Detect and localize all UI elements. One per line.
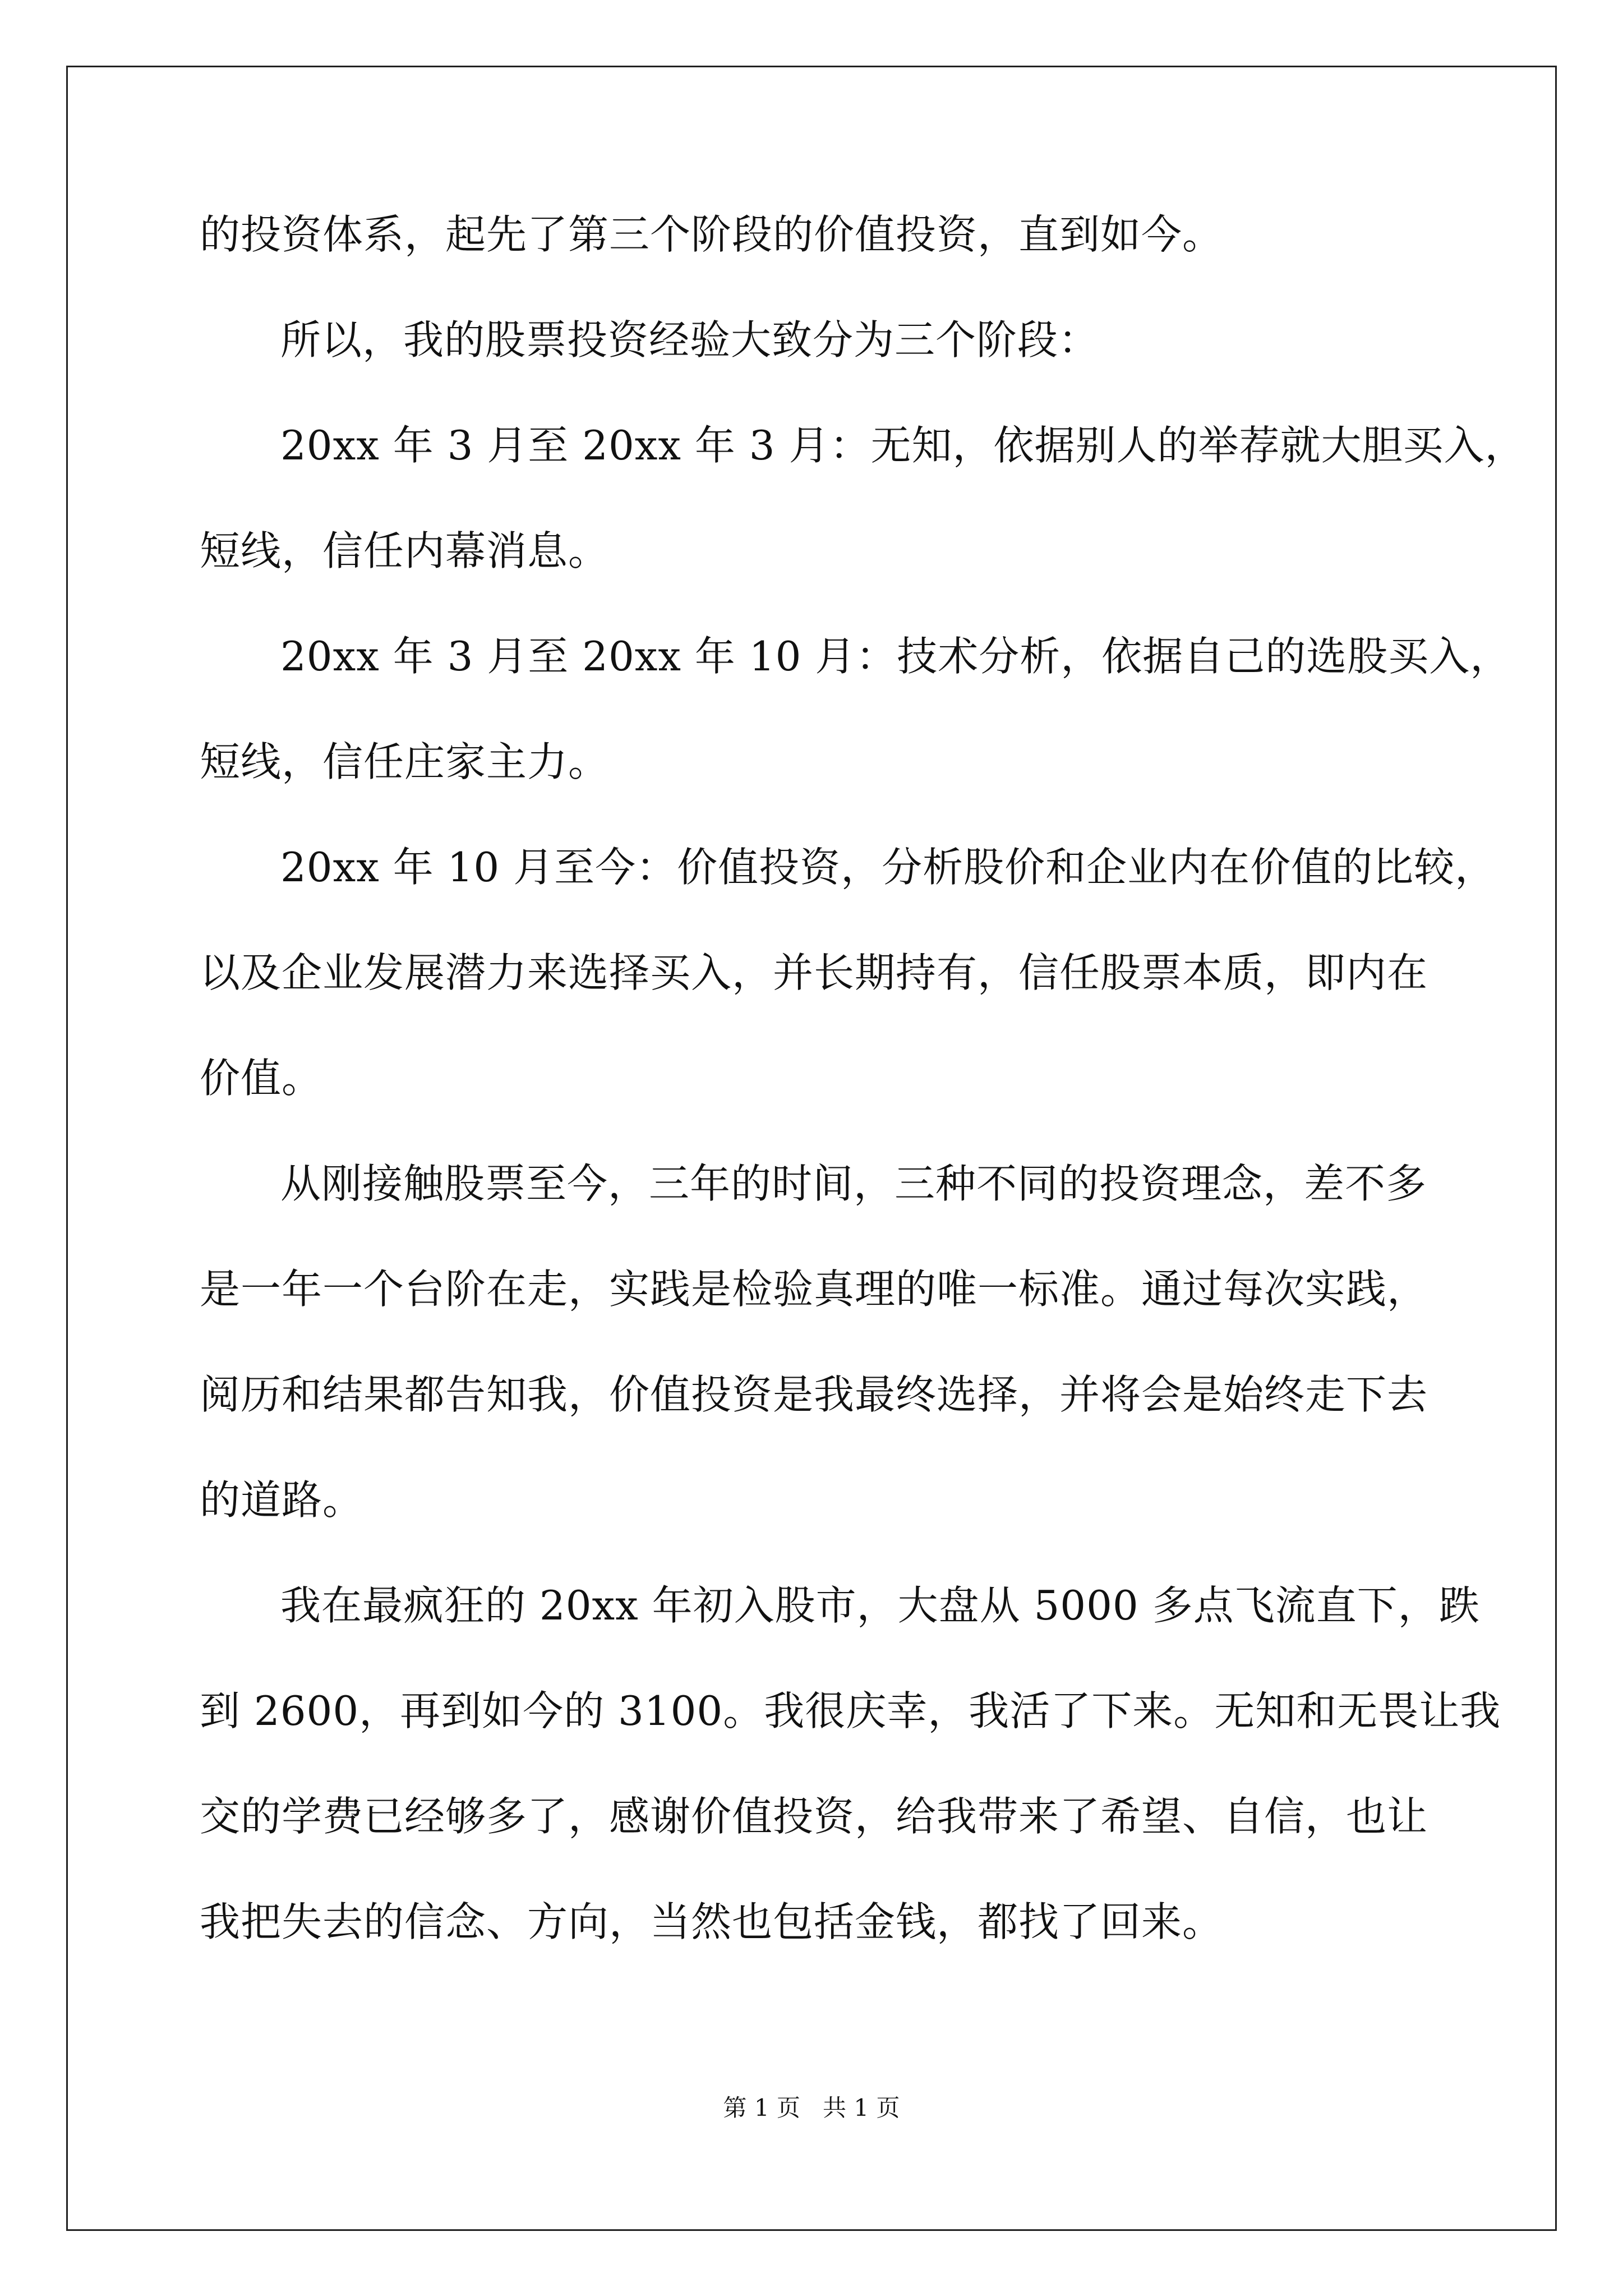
text-line: 从刚接触股票至今，三年的时间，三种不同的投资理念，差不多: [280, 1160, 1427, 1207]
text-line: 阅历和结果都告知我，价值投资是我最终选择，并将会是始终走下去: [200, 1371, 1428, 1418]
text-line: 我在最疯狂的 20xx 年初入股市，大盘从 5000 多点飞流直下，跌: [280, 1582, 1480, 1629]
text-line: 的道路。: [200, 1476, 364, 1524]
text-line: 价值。: [200, 1055, 323, 1102]
text-line: 20xx 年 3 月至 20xx 年 10 月：技术分析，依据自己的选股买入，: [280, 633, 1511, 680]
page-footer: 第 1 页 共 1 页: [723, 2094, 900, 2122]
text-line: 短线，信任庄家主力。: [200, 738, 610, 785]
text-line: 交的学费已经够多了，感谢价值投资，给我带来了希望、自信，也让: [200, 1793, 1428, 1840]
text-line: 20xx 年 10 月至今：价值投资，分析股价和企业内在价值的比较，: [280, 844, 1496, 891]
text-line: 以及企业发展潜力来选择买入，并长期持有，信任股票本质，即内在: [200, 949, 1428, 996]
text-line: 我把失去的信念、方向，当然也包括金钱，都找了回来。: [200, 1898, 1224, 1945]
text-line: 的投资体系，起先了第三个阶段的价值投资，直到如今。: [200, 211, 1224, 258]
text-line: 20xx 年 3 月至 20xx 年 3 月：无知，依据别人的举荐就大胆买入，: [280, 422, 1526, 469]
text-line: 所以，我的股票投资经验大致分为三个阶段：: [280, 316, 1100, 364]
text-line: 短线，信任内幕消息。: [200, 527, 610, 574]
text-line: 到 2600，再到如今的 3100。我很庆幸，我活了下来。无知和无畏让我: [200, 1687, 1501, 1734]
text-line: 是一年一个台阶在走，实践是检验真理的唯一标准。通过每次实践，: [200, 1266, 1428, 1313]
